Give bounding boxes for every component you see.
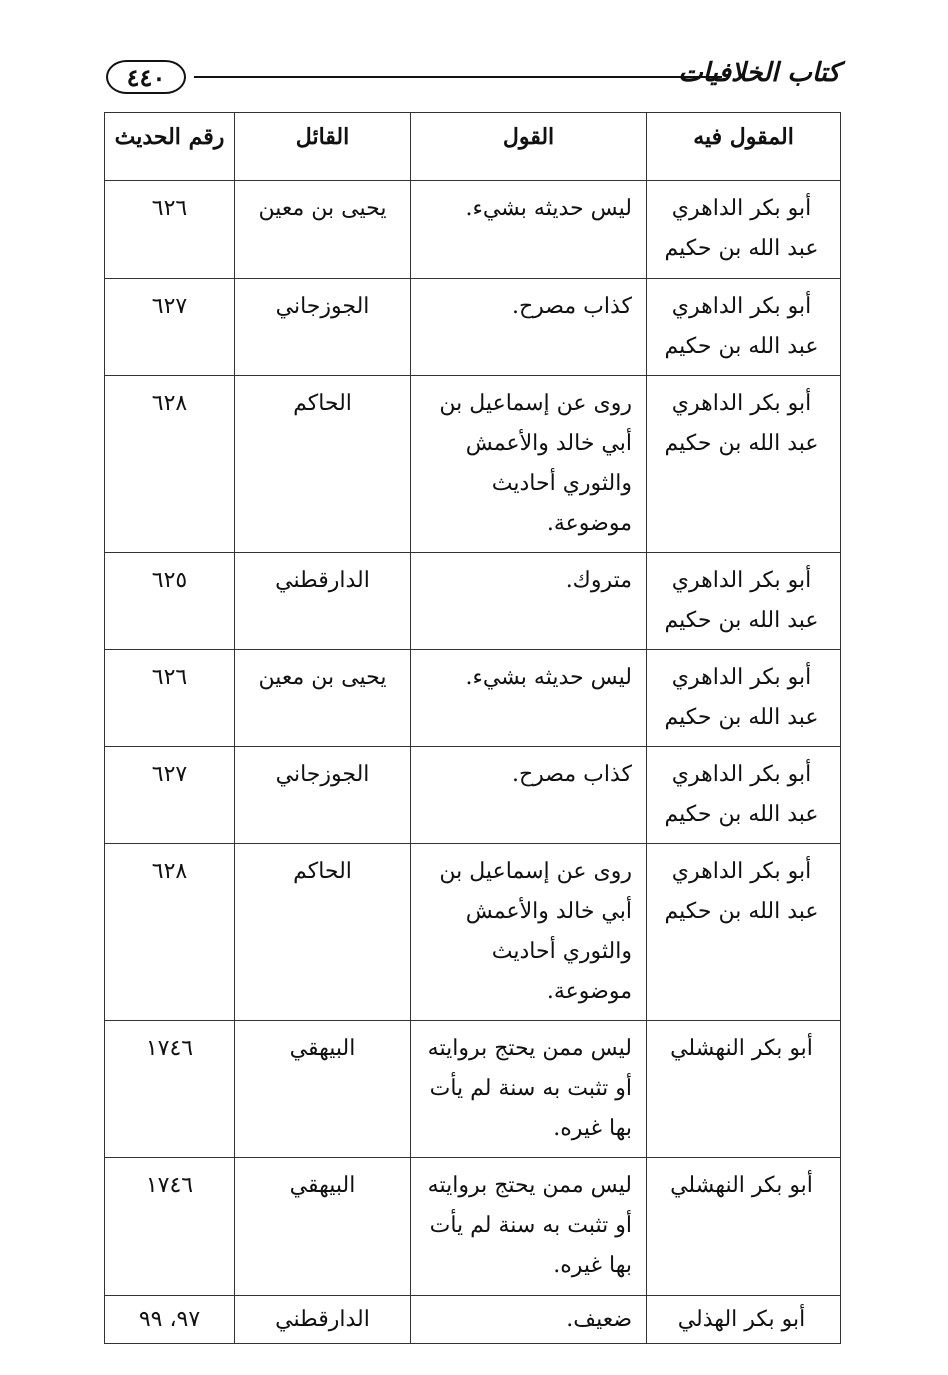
- table-row: [105, 376, 841, 553]
- speaker-cell: الجوزجاني: [235, 747, 411, 844]
- table-row: [105, 650, 841, 747]
- table-row: [105, 747, 841, 844]
- speaker-cell: الدارقطني: [235, 1296, 411, 1344]
- table-row: [105, 1158, 841, 1296]
- saying-cell: ضعيف.: [411, 1296, 647, 1344]
- subject-name: أبو بكر الداهري: [671, 568, 812, 593]
- column-header-speaker: القائل: [235, 113, 411, 181]
- hadith-number-cell: ٦٢٦: [105, 650, 235, 747]
- page-header: [98, 58, 840, 102]
- subject-cell: [647, 1021, 841, 1158]
- subject-alias: عبد الله بن حكيم: [664, 802, 819, 827]
- subject-alias: عبد الله بن حكيم: [664, 334, 819, 359]
- subject-alias: عبد الله بن حكيم: [664, 431, 819, 456]
- table-row: [105, 1296, 841, 1344]
- subject-alias: عبد الله بن حكيم: [664, 705, 819, 730]
- subject-name: أبو بكر الداهري: [671, 859, 812, 884]
- narrators-table: [104, 112, 841, 1344]
- saying-cell: كذاب مصرح.: [411, 747, 647, 844]
- subject-cell: [647, 844, 841, 1021]
- speaker-cell: الدارقطني: [235, 553, 411, 650]
- saying-cell: روى عن إسماعيل بن أبي خالد والأعمش والثوري أحاديث موضوعة.: [411, 376, 647, 553]
- subject-cell: [647, 376, 841, 553]
- hadith-number-cell: ٦٢٦: [105, 181, 235, 279]
- hadith-number-cell: ٦٢٧: [105, 279, 235, 376]
- subject-name: أبو بكر الداهري: [671, 762, 812, 787]
- book-title: كتاب الخلافيات: [678, 58, 840, 88]
- subject-name: أبو بكر الداهري: [671, 665, 812, 690]
- subject-cell: [647, 181, 841, 279]
- saying-cell: ليس حديثه بشيء.: [411, 181, 647, 279]
- subject-name: أبو بكر النهشلي: [670, 1036, 813, 1061]
- table-header-row: [105, 113, 841, 181]
- saying-cell: ليس ممن يحتج بروايته أو تثبت به سنة لم يأت بها غيره.: [411, 1158, 647, 1296]
- hadith-number-cell: ١٧٤٦: [105, 1158, 235, 1296]
- subject-name: أبو بكر الداهري: [671, 391, 812, 416]
- subject-name: أبو بكر الداهري: [671, 196, 812, 221]
- header-rule: [194, 76, 722, 78]
- table-row: [105, 279, 841, 376]
- speaker-cell: الحاكم: [235, 844, 411, 1021]
- table-row: [105, 181, 841, 279]
- subject-cell: [647, 1296, 841, 1344]
- speaker-cell: البيهقي: [235, 1021, 411, 1158]
- table-row: [105, 553, 841, 650]
- hadith-number-cell: ٦٢٥: [105, 553, 235, 650]
- subject-cell: [647, 650, 841, 747]
- saying-cell: روى عن إسماعيل بن أبي خالد والأعمش والثوري أحاديث موضوعة.: [411, 844, 647, 1021]
- saying-cell: ليس ممن يحتج بروايته أو تثبت به سنة لم يأت بها غيره.: [411, 1021, 647, 1158]
- subject-cell: [647, 553, 841, 650]
- hadith-number-cell: ٦٢٨: [105, 376, 235, 553]
- subject-cell: [647, 279, 841, 376]
- hadith-number-cell: ٦٢٨: [105, 844, 235, 1021]
- hadith-number-cell: ٦٢٧: [105, 747, 235, 844]
- subject-name: أبو بكر الداهري: [671, 294, 812, 319]
- column-header-number: رقم الحديث: [105, 113, 235, 181]
- subject-alias: عبد الله بن حكيم: [664, 899, 819, 924]
- subject-alias: عبد الله بن حكيم: [664, 236, 819, 261]
- hadith-number-cell: ٩٧، ٩٩: [105, 1296, 235, 1344]
- saying-cell: متروك.: [411, 553, 647, 650]
- speaker-cell: يحيى بن معين: [235, 650, 411, 747]
- speaker-cell: البيهقي: [235, 1158, 411, 1296]
- table-row: [105, 844, 841, 1021]
- subject-cell: [647, 1158, 841, 1296]
- column-header-saying: القول: [411, 113, 647, 181]
- saying-cell: كذاب مصرح.: [411, 279, 647, 376]
- page-number: ٤٤٠: [106, 60, 186, 94]
- subject-name: أبو بكر الهذلي: [677, 1306, 806, 1332]
- speaker-cell: الجوزجاني: [235, 279, 411, 376]
- hadith-number-cell: ١٧٤٦: [105, 1021, 235, 1158]
- saying-cell: ليس حديثه بشيء.: [411, 650, 647, 747]
- speaker-cell: الحاكم: [235, 376, 411, 553]
- speaker-cell: يحيى بن معين: [235, 181, 411, 279]
- subject-alias: عبد الله بن حكيم: [664, 608, 819, 633]
- subject-name: أبو بكر النهشلي: [670, 1173, 813, 1198]
- table-row: [105, 1021, 841, 1158]
- subject-cell: [647, 747, 841, 844]
- column-header-subject: المقول فيه: [647, 113, 841, 181]
